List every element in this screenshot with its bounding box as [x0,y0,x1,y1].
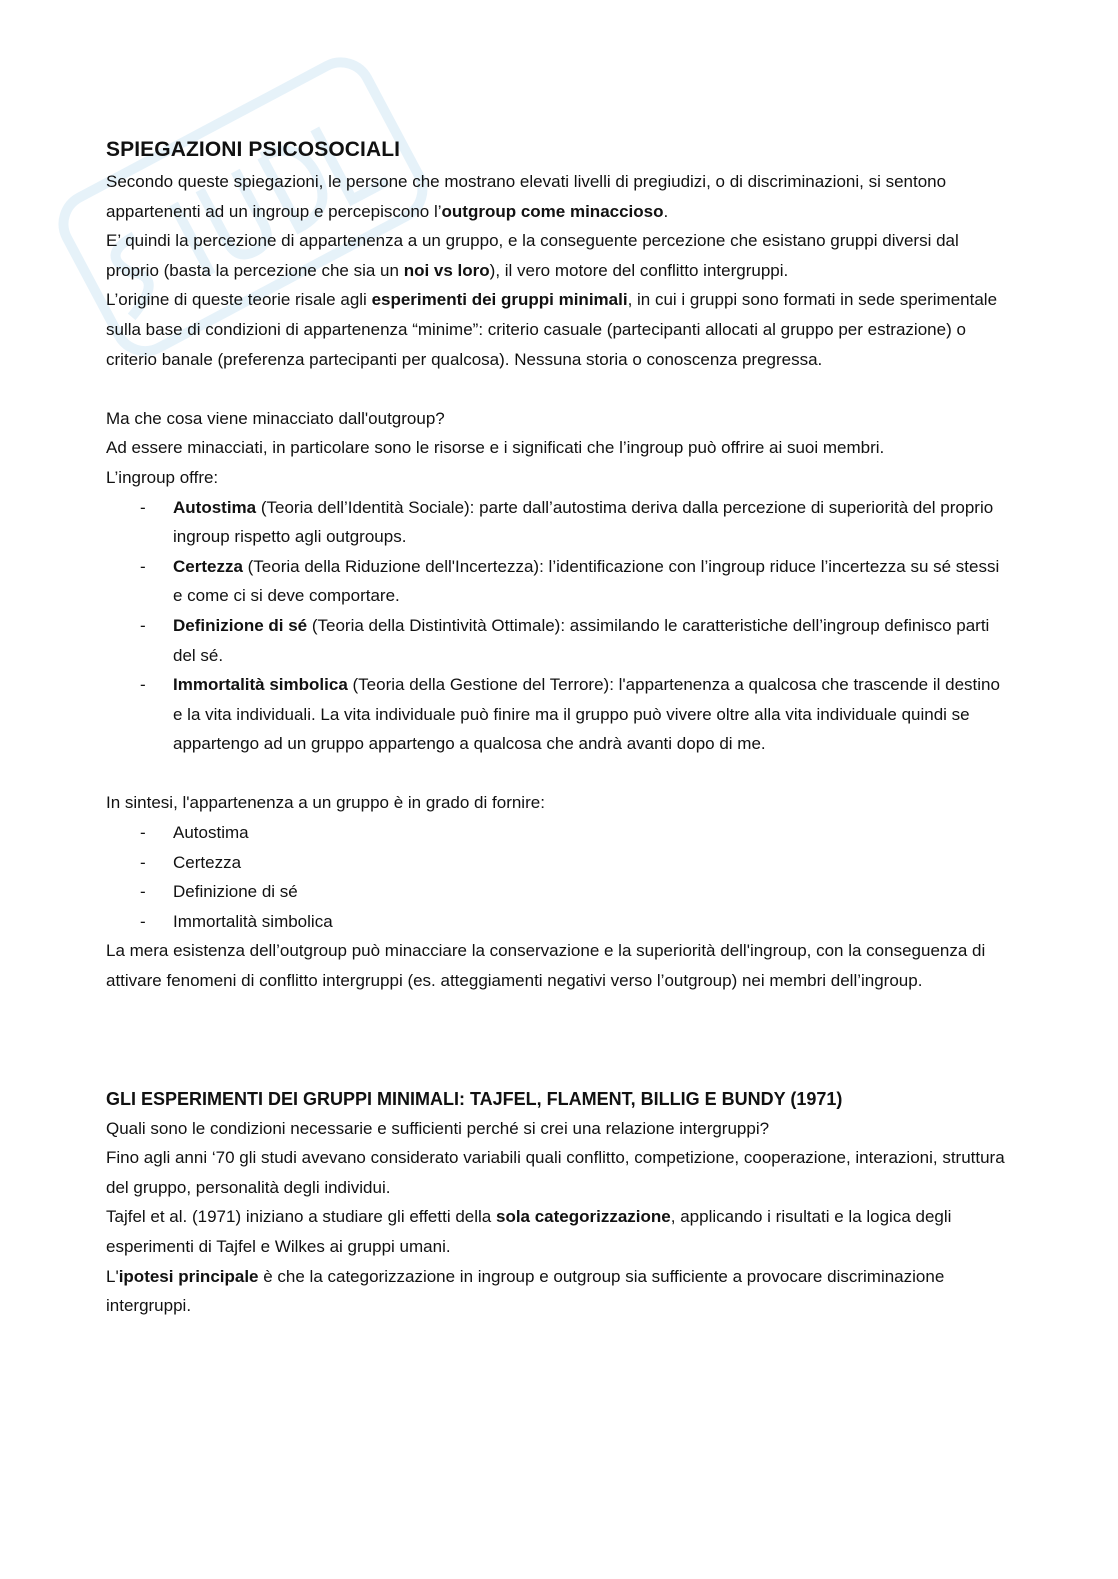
text-span: , applicando i risultati e la logica degli esperimenti di Tajfel e Wilkes ai gruppi umani. [106,1207,952,1256]
list-term: Certezza [173,556,243,576]
list-item [106,670,1006,759]
list-text: (Teoria dell’Identità Sociale): parte dall’autostima deriva dalla percezione di superiorità del proprio ingroup rispetto agli outgroups. [173,497,994,547]
paragraph-5: L’ingroup offre: [106,467,219,487]
text-span: , in cui i gruppi sono formati in sede sperimentale sulla base di condizioni di appartenenza “minime”: criterio casuale (partecipanti allocati al gruppo per estrazione) o criterio banale (preferenza partecipanti per qualcosa). Nessuna storia o conoscenza pregressa. [106,290,998,369]
spacer [106,759,1006,789]
list-item: - Immortalità simbolica [106,907,1006,937]
text-span: L' [106,1266,119,1286]
text-span: . [663,201,669,221]
list-term: Immortalità simbolica [173,675,348,695]
paragraph-1 [106,167,1006,226]
paragraph-3 [106,285,1006,374]
list-item: - Autostima [106,818,1006,848]
list-item [106,493,1006,552]
list-item [106,611,1006,670]
paragraph-7: Quali sono le condizioni necessarie e sufficienti perché si crei una relazione intergruppi? [106,1118,770,1138]
summary-intro: In sintesi, l'appartenenza a un gruppo è in grado di fornire: [106,793,545,813]
text-span: ), il vero motore del conflitto intergruppi. [489,260,789,280]
text-span: Tajfel et al. (1971) iniziano a studiare gli effetti della [106,1207,496,1227]
list-item [106,552,1006,611]
list-term: Autostima [173,497,257,517]
paragraph-4: Ad essere minacciati, in particolare sono le risorse e i significati che l’ingroup può offrire ai suoi membri. [106,438,885,458]
list-term: Definizione di sé [173,615,308,635]
question-line: Ma che cosa viene minacciato dall'outgroup? [106,408,445,428]
paragraph-9 [106,1202,1006,1261]
offer-list [106,493,1006,759]
list-item: - Definizione di sé [106,877,1006,907]
list-text: (Teoria della Distintività Ottimale): assimilando le caratteristiche dell’ingroup definisco parti del sé. [173,615,990,665]
paragraph-8: Fino agli anni ‘70 gli studi avevano considerato variabili quali conflitto, competizione, cooperazione, interazioni, struttura del gruppo, personalità degli individui. [106,1148,1005,1197]
list-text: (Teoria della Riduzione dell'Incertezza): l’identificazione con l’ingroup riduce l’incertezza su sé stessi e come ci si deve comportare. [173,556,1000,606]
spacer [106,374,1006,404]
text-span: L’origine di queste teorie risale agli [106,290,372,310]
paragraph-6: La mera esistenza dell’outgroup può minacciare la conservazione e la superiorità dell'ingroup, con la conseguenza di attivare fenomeni di conflitto intergruppi (es. atteggiamenti negativi verso l’outgroup) nei membri dell’ingroup. [106,941,986,991]
bold-text: esperimenti dei gruppi minimali [371,290,628,310]
list-item: - Certezza [106,848,1006,878]
bold-text: ipotesi principale [118,1266,259,1286]
text-span: Secondo queste spiegazioni, le persone che mostrano elevati livelli di pregiudizi, o di discriminazioni, si sentono appartenenti ad un ingroup e percepiscono l’ [106,172,947,221]
bold-text: sola categorizzazione [495,1207,671,1227]
text-span: è che la categorizzazione in ingroup e outgroup sia sufficiente a provocare discriminazione intergruppi. [106,1266,945,1316]
section-title-gruppi-minimali: GLI ESPERIMENTI DEI GRUPPI MINIMALI: TAJFEL, FLAMENT, BILLIG E BUNDY (1971) [106,1088,843,1109]
section-title-psicosociali: SPIEGAZIONI PSICOSOCIALI [106,138,401,161]
bold-text: outgroup come minaccioso [441,201,664,221]
spacer [106,996,1006,1084]
document-page [106,133,1006,1321]
summary-list [106,818,1006,936]
list-text: (Teoria della Gestione del Terrore): l'appartenenza a qualcosa che trascende il destino e la vita individuali. La vita individuale può finire ma il gruppo può vivere oltre alla vita individuale quindi se appartengo ad un gruppo appartengo a qualcosa che andrà avanti dopo di me. [173,675,1000,754]
paragraph-10 [106,1262,1006,1321]
paragraph-2 [106,226,1006,285]
text-span: E’ quindi la percezione di appartenenza a un gruppo, e la conseguente percezione che esistano gruppi diversi dal proprio (basta la percezione che sia un [106,231,959,280]
bold-text: noi vs loro [403,260,490,280]
